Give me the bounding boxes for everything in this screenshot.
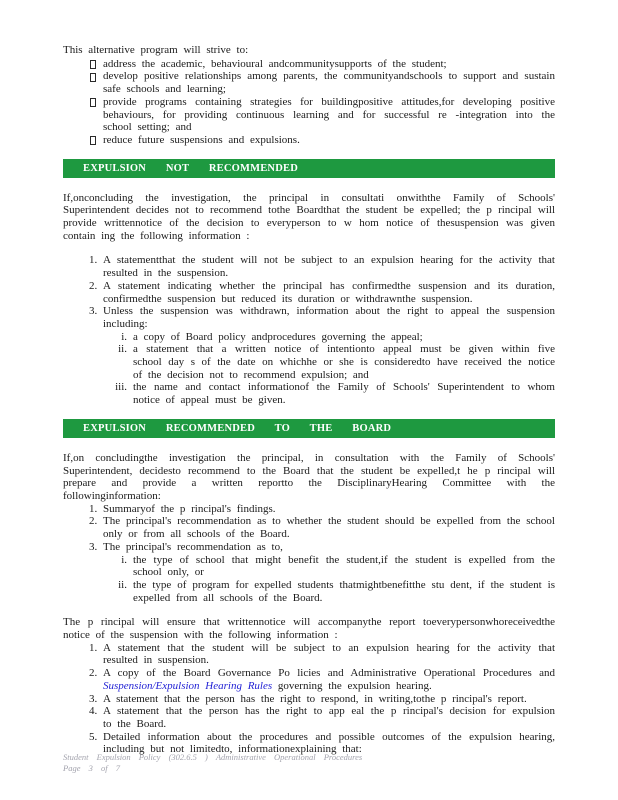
list-item-number: 2. — [89, 279, 98, 292]
sub-list-item-number: ii. — [118, 578, 127, 591]
sub-list-item — [63, 343, 555, 381]
list-item — [63, 515, 555, 540]
list-item — [63, 642, 555, 667]
sub-list-item-text: a copy of Board policy andprocedures governing the appeal; — [133, 330, 423, 343]
section1-numbered-list — [63, 254, 555, 406]
bullet-item-text: develop positive relationships among parents, the communityandschools to support and sustain safe schools and learning; — [103, 70, 555, 96]
sub-list-item-text: the type of school that might benefit the student,if the student is expelled from the school only, or — [133, 553, 555, 579]
sub-list-item-text: a statement that a written notice of intentionto appeal must be given within five school day s of the date on whichhe or she is consideredto have received the notice of the decision not to recommend expulsion; and — [133, 343, 555, 381]
sub-list-item-text: the name and contact informationof the Family of Schools' Superintendent to whom notice of appeal must be given. — [133, 381, 555, 407]
bullet-item-text: address the academic, behavioural andcommunitysupports of the student; — [103, 57, 447, 70]
page-footer — [63, 752, 362, 773]
missing-glyph-bullet-icon — [90, 136, 96, 145]
list-item-text: Unless the suspension was withdrawn, information about the right to appeal the suspension including: — [103, 305, 555, 330]
list-item-number: 1. — [89, 641, 98, 654]
list-item — [63, 541, 555, 554]
bullet-item-text: provide programs containing strategies for buildingpositive attitudes,for developing positive behaviours, for providing continuous learning and for successful re -integration into the school setting; and — [103, 95, 555, 134]
bullet-item — [63, 58, 555, 71]
intro-lead: This alternative program will strive to: — [63, 44, 249, 56]
bullet-item — [63, 134, 555, 147]
list-item-number: 2. — [89, 515, 98, 528]
section-header-expulsion-recommended-to-board — [63, 419, 555, 438]
list-item-text: Summaryof the p rincipal's findings. — [103, 502, 276, 515]
sub-list-item-number: ii. — [118, 343, 127, 356]
bullet-item-text: reduce future suspensions and expulsions. — [103, 133, 300, 146]
missing-glyph-bullet-icon — [90, 73, 96, 82]
list-item — [63, 693, 555, 706]
list-item-text: A copy of the Board Governance Po licies and Administrative Operational Procedures and — [103, 667, 555, 680]
list-item — [63, 305, 555, 330]
list-item-number: 5. — [89, 730, 98, 743]
list-item-number: 1. — [89, 502, 98, 515]
spacer — [63, 604, 555, 616]
section2-numbered-list-2 — [63, 642, 555, 756]
section2-paragraph-2: The p rincipal will ensure that writtennotice will accompanythe report toeverypersonwhoreceivedthe notice of the suspension with the following information : — [63, 616, 555, 642]
sub-list-item — [63, 554, 555, 579]
footer-document-title: Student Expulsion Policy (302.6.5 ) Administrative Operational Procedures — [63, 752, 363, 762]
section2-numbered-list — [63, 503, 555, 605]
section2-paragraph: If,on concludingthe investigation the principal, in consultation with the Family of Schools' Superintendent, decidesto recommend to the Board that the student be expelled,t he p rincipal will prepare and provide a written reportto the DisciplinaryHearing Committee with the followinginformation: — [63, 451, 555, 502]
bullet-item — [63, 70, 555, 95]
suspension-expulsion-hearing-rules-link[interactable]: Suspension/Expulsion Hearing Rules — [103, 679, 273, 692]
sub-list-item-number: i. — [121, 553, 127, 566]
list-item-number: 3. — [89, 692, 98, 705]
list-item — [63, 667, 555, 692]
list-item-text: The principal's recommendation as to whether the student should be expelled from the school only or from all schools of the Board. — [103, 515, 555, 541]
list-item-text: A statement indicating whether the principal has confirmedthe suspension and its duration, confirmedthe suspension but reduced its duration or withdrawnthe suspension. — [103, 279, 555, 305]
list-item-number: 3. — [89, 540, 98, 553]
sub-list-item-text: the type of program for expelled students thatmightbenefitthe stu dent, if the student is expelled from all schools of the Board. — [133, 578, 555, 604]
list-item-text: The principal's recommendation as to, — [103, 540, 283, 553]
list-item-number: 4. — [89, 705, 98, 718]
spacer — [63, 242, 555, 254]
sub-list-item — [63, 579, 555, 604]
sub-list-item-number: i. — [121, 330, 127, 343]
sub-list-item — [63, 381, 555, 406]
section-title: EXPULSION NOT RECOMMENDED — [83, 162, 298, 174]
sub-list-item-number: iii. — [115, 381, 127, 394]
section-header-expulsion-not-recommended — [63, 159, 555, 178]
list-item-number: 3. — [89, 305, 98, 318]
missing-glyph-bullet-icon — [90, 98, 96, 107]
footer-page-number: Page 3 of 7 — [63, 762, 120, 773]
list-item-text: Detailed information about the procedures and possible outcomes of the expulsion hearing, including but not limitedto, informationexplaining that: — [103, 730, 555, 756]
list-item-text: governing the expulsion hearing. — [277, 679, 432, 692]
bullet-item — [63, 96, 555, 134]
sub-list-item — [63, 331, 555, 344]
list-item-number: 2. — [89, 667, 98, 680]
list-item-text: A statementthat the student will not be subject to an expulsion hearing for the activity that resulted in the suspension. — [103, 254, 555, 280]
list-item-number: 1. — [89, 254, 98, 267]
section-title: EXPULSION RECOMMENDED TO THE BOARD — [83, 422, 392, 434]
missing-glyph-bullet-icon — [90, 60, 96, 69]
list-item-text: A statement that the person has the right to app eal the p rincipal's decision for expulsion to the Board. — [103, 705, 555, 730]
list-item-text: A statement that the person has the right to respond, in writing,tothe p rincipal's report. — [103, 692, 527, 705]
intro-bullet-list — [63, 58, 555, 147]
list-item — [63, 254, 555, 279]
list-item — [63, 280, 555, 305]
section1-paragraph: If,onconcluding the investigation, the principal in consultati onwiththe Family of Schools' Superintendent decides not to recommend tothe Boardthat the student be expelled; the p rincipal will provide writtennotice of the decision to everyperson to w hom notice of thesuspension was given contain ing the following information : — [63, 191, 555, 242]
list-item — [63, 705, 555, 730]
list-item — [63, 503, 555, 516]
list-item-text: A statement that the student will be subject to an expulsion hearing for the activity that resulted in suspension. — [103, 641, 555, 667]
